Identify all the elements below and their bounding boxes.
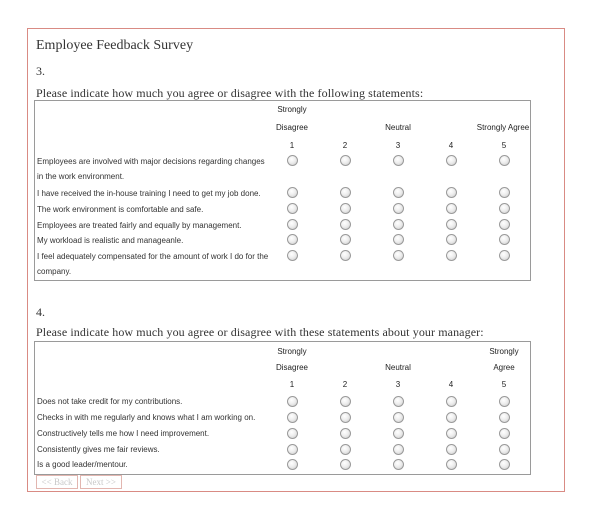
radio-option-4[interactable] <box>446 396 457 407</box>
scale-label-2: 2 <box>342 141 348 150</box>
radio-option-2[interactable] <box>340 219 351 230</box>
radio-option-1[interactable] <box>287 459 298 470</box>
statement-row: Constructively tells me how I need improvement. <box>37 429 210 438</box>
header-neutral: Neutral <box>385 123 411 132</box>
statement-row: Checks in with me regularly and knows what I am working on. <box>37 413 256 422</box>
radio-option-5[interactable] <box>499 444 510 455</box>
radio-option-5[interactable] <box>499 412 510 423</box>
radio-option-5[interactable] <box>499 396 510 407</box>
question-3-number: 3. <box>36 64 45 78</box>
radio-option-3[interactable] <box>393 187 404 198</box>
radio-option-5[interactable] <box>499 187 510 198</box>
radio-option-1[interactable] <box>287 234 298 245</box>
radio-option-4[interactable] <box>446 187 457 198</box>
header-disagree: Disagree <box>275 123 308 132</box>
scale-label-4: 4 <box>448 380 454 389</box>
radio-option-5[interactable] <box>499 459 510 470</box>
scale-label-1: 1 <box>289 141 295 150</box>
radio-option-3[interactable] <box>393 219 404 230</box>
radio-option-3[interactable] <box>393 444 404 455</box>
header-agree: Agree <box>493 363 515 372</box>
radio-option-4[interactable] <box>446 444 457 455</box>
radio-option-1[interactable] <box>287 203 298 214</box>
statement-row: Does not take credit for my contributions. <box>37 397 183 406</box>
question-3-matrix <box>34 100 531 281</box>
radio-option-5[interactable] <box>499 250 510 261</box>
statement-line: I feel adequately compensated for the amount of work I do for the <box>37 252 269 261</box>
radio-option-2[interactable] <box>340 234 351 245</box>
radio-option-4[interactable] <box>446 203 457 214</box>
scale-label-4: 4 <box>448 141 454 150</box>
radio-option-5[interactable] <box>499 428 510 439</box>
radio-option-3[interactable] <box>393 428 404 439</box>
radio-option-3[interactable] <box>393 203 404 214</box>
survey-title: Employee Feedback Survey <box>36 38 194 53</box>
radio-option-5[interactable] <box>499 234 510 245</box>
radio-option-3[interactable] <box>393 412 404 423</box>
header-disagree: Disagree <box>275 363 308 372</box>
statement-row <box>37 154 265 184</box>
radio-option-3[interactable] <box>393 396 404 407</box>
radio-option-5[interactable] <box>499 203 510 214</box>
radio-option-3[interactable] <box>393 234 404 245</box>
radio-option-4[interactable] <box>446 412 457 423</box>
radio-option-3[interactable] <box>393 155 404 166</box>
statement-row: The work environment is comfortable and safe. <box>37 205 204 214</box>
radio-option-2[interactable] <box>340 459 351 470</box>
scale-label-5: 5 <box>501 141 507 150</box>
radio-option-2[interactable] <box>340 155 351 166</box>
header-strongly-agree: Strongly Agree <box>476 123 530 132</box>
statement-row: Consistently gives me fair reviews. <box>37 445 160 454</box>
radio-option-1[interactable] <box>287 250 298 261</box>
radio-option-2[interactable] <box>340 444 351 455</box>
header-strongly: Strongly <box>277 105 307 114</box>
scale-label-3: 3 <box>395 380 401 389</box>
radio-option-1[interactable] <box>287 187 298 198</box>
radio-option-1[interactable] <box>287 428 298 439</box>
radio-option-1[interactable] <box>287 444 298 455</box>
next-button[interactable]: Next >> <box>80 475 122 489</box>
radio-option-2[interactable] <box>340 428 351 439</box>
question-4-number: 4. <box>36 305 45 319</box>
radio-option-5[interactable] <box>499 219 510 230</box>
question-3-text: Please indicate how much you agree or disagree with the following statements: <box>36 86 424 100</box>
radio-option-4[interactable] <box>446 219 457 230</box>
radio-option-4[interactable] <box>446 234 457 245</box>
header-strongly: Strongly <box>277 347 307 356</box>
radio-option-2[interactable] <box>340 203 351 214</box>
radio-option-4[interactable] <box>446 428 457 439</box>
scale-label-5: 5 <box>501 380 507 389</box>
radio-option-5[interactable] <box>499 155 510 166</box>
statement-row: Employees are treated fairly and equally by management. <box>37 221 242 230</box>
radio-option-4[interactable] <box>446 459 457 470</box>
radio-option-2[interactable] <box>340 250 351 261</box>
radio-option-4[interactable] <box>446 155 457 166</box>
radio-option-2[interactable] <box>340 396 351 407</box>
question-4-text: Please indicate how much you agree or disagree with these statements about your manager: <box>36 325 484 339</box>
radio-option-3[interactable] <box>393 250 404 261</box>
statement-line: Employees are involved with major decisions regarding changes <box>37 157 265 166</box>
radio-option-1[interactable] <box>287 155 298 166</box>
statement-row: Is a good leader/mentour. <box>37 460 128 469</box>
back-button[interactable]: << Back <box>36 475 78 489</box>
scale-label-2: 2 <box>342 380 348 389</box>
header-neutral: Neutral <box>385 363 411 372</box>
statement-row: I have received the in-house training I need to get my job done. <box>37 189 261 198</box>
statement-row <box>37 249 268 279</box>
radio-option-1[interactable] <box>287 412 298 423</box>
statement-line: in the work environment. <box>37 172 125 181</box>
statement-row: My workload is realistic and manageanle. <box>37 236 184 245</box>
header-strongly-right: Strongly <box>489 347 519 356</box>
question-4-matrix <box>34 341 531 475</box>
radio-option-2[interactable] <box>340 187 351 198</box>
scale-label-3: 3 <box>395 141 401 150</box>
statement-line: company. <box>37 267 72 276</box>
radio-option-2[interactable] <box>340 412 351 423</box>
scale-label-1: 1 <box>289 380 295 389</box>
radio-option-3[interactable] <box>393 459 404 470</box>
radio-option-1[interactable] <box>287 219 298 230</box>
radio-option-4[interactable] <box>446 250 457 261</box>
radio-option-1[interactable] <box>287 396 298 407</box>
